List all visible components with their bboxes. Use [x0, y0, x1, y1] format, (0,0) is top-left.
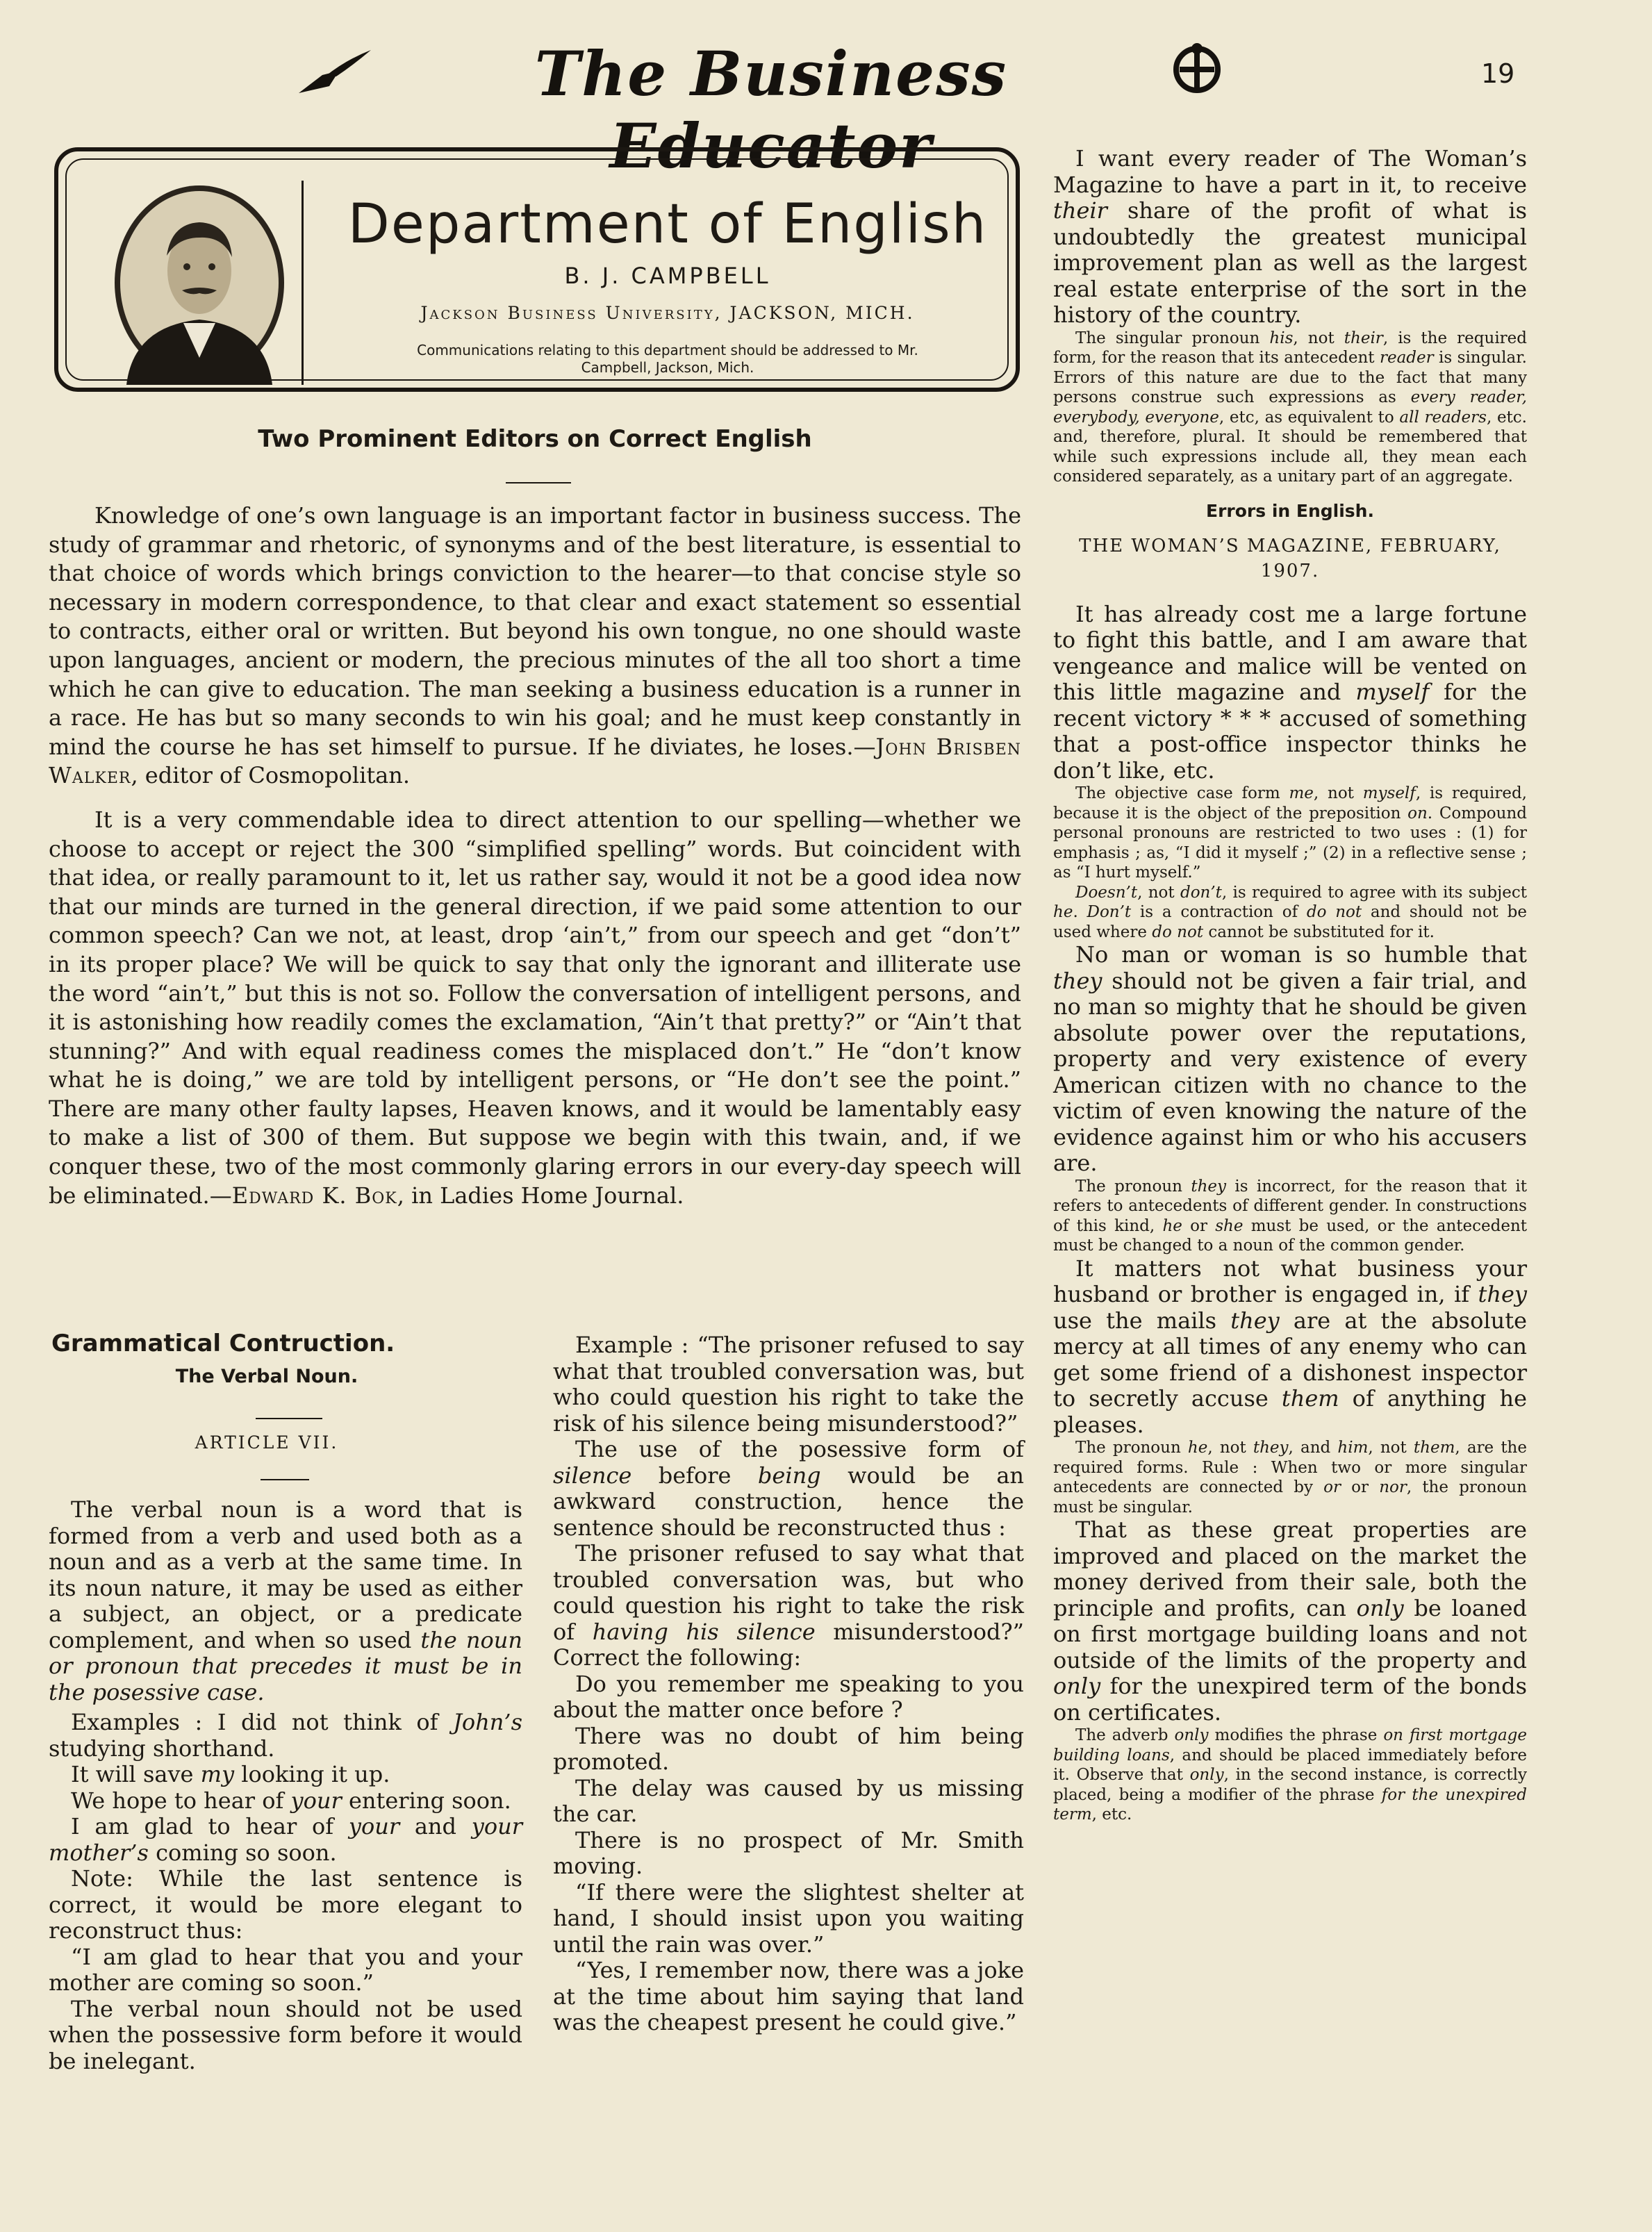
editor-portrait: [106, 181, 304, 385]
grammar-left-column: [49, 1497, 522, 2074]
grammar-heading: Grammatical Contruction.: [51, 1330, 395, 1357]
grammar-subheading: The Verbal Noun.: [175, 1366, 358, 1387]
department-note: Communications relating to this department should be addressed to Mr. Campbell, Jackson, Mich.: [417, 342, 918, 376]
exercise-item: The delay was caused by us missing the car.: [553, 1774, 1024, 1827]
magazine-quote: It has already cost me a large fortune to fight this battle, and I am aware that vengeance and malice will be vented on this little magazine and myself for the recent victory * * * accused of something that a post-office inspector thinks he don’t like, etc.: [1053, 600, 1527, 784]
section-heading: Two Prominent Editors on Correct English: [258, 425, 812, 453]
divider: [256, 1418, 322, 1419]
reconstruction: The prisoner refused to say what that troubled conversation was, but who could question his right to take the risk of having his silence misunderstood?” Correct the following:: [553, 1540, 1025, 1671]
example-line: It will save my looking it up.: [71, 1761, 390, 1787]
exercise-item: There is no prospect of Mr. Smith moving.: [553, 1826, 1024, 1879]
example-line: I am glad to hear of your and your mother’s coming so soon.: [49, 1813, 523, 1866]
exercise-item: There was no doubt of him being promoted.: [553, 1722, 1024, 1775]
emblem-icon: [1167, 42, 1227, 94]
quote-line: “I am glad to hear that you and your mother are coming so soon.”: [49, 1943, 522, 1996]
article-number: ARTICLE VII.: [195, 1432, 339, 1453]
verbal-noun-definition: The verbal noun is a word that is formed from a verb and used both as a noun and as a verb at the same time. In its noun nature, it may be used as either a subject, an object, or a predicate complement, and when so used the noun or pronoun that precedes it must be in the posessive case.: [49, 1496, 523, 1705]
header-inner-frame: [65, 158, 1009, 381]
department-title: Department of English: [347, 193, 988, 256]
correction-note: The adverb only modifies the phrase on first mortgage building loans, and should be placed immediately before it. Observe that only, in the second instance, is correctly placed, being a modifier of the phrase for the unexpired term, etc.: [1053, 1726, 1527, 1824]
intro-text-block: [49, 502, 1021, 1210]
quill-pen-icon: [297, 47, 374, 96]
masthead-title: The Business Educator: [534, 38, 1008, 182]
errors-heading: Errors in English.: [1206, 500, 1374, 521]
exercise-item: “If there were the slightest shelter at hand, I should insist upon you waiting until the rain was over.”: [553, 1878, 1024, 1958]
example-line: We hope to hear of your entering soon.: [71, 1787, 511, 1814]
paragraph-walker: Knowledge of one’s own language is an important factor in business success. The study of grammar and rhetoric, of synonyms and of the best literature, is essential to that choice of words which brings conviction to the hearer—to that concise style so necessary in modern correspondence, to that clear and exact statement so essential to contracts, either oral or written. But beyond his own tongue, no one should waste upon languages, ancient or modern, the precious minutes of the all too short a time which he can give to education. The man seeking a business education is a runner in a race. He has but so many seconds to win his goal; and he must keep constantly in mind the course he has set himself to pursue. If he diviates, he loses.—John Brisben Walker, editor of Cosmopolitan.: [49, 502, 1022, 789]
grammar-right-column: [553, 1332, 1024, 2036]
magazine-quote: That as these great properties are improved and placed on the market the money derived from their sale, both the principle and profits, can only be loaned on first mortgage building loans and not outside of the limits of the property and only for the unexpired term of the bonds on certificates.: [1053, 1516, 1528, 1726]
right-column: [1053, 146, 1527, 1825]
magazine-quote: No man or woman is so humble that they should not be given a fair trial, and no man so mighty that he should be given absolute power over the reputations, property and very existence of every American citizen with no chance to the victim of even knowing the nature of the evidence against him or who his accusers are.: [1053, 941, 1527, 1176]
magazine-quote: It matters not what business your husband or brother is engaged in, if they use the mails they are at the absolute mercy at all times of any enemy who can get some friend of a dishonest inspector to secretly accuse them of anything he pleases.: [1053, 1255, 1528, 1438]
portrait-image: [106, 181, 293, 385]
example-prisoner: Example : “The prisoner refused to say what that troubled conversation was, but who could question his right to take the risk of his silence being misunderstood?”: [553, 1332, 1024, 1437]
correction-note: The pronoun he, not they, and him, not them, are the required forms. Rule : When two or more singular antecedents are connected by or or nor, the pronoun must be singular.: [1053, 1439, 1527, 1516]
divider: [261, 1479, 309, 1480]
correction-note: The singular pronoun his, not their, is the required form, for the reason that its antecedent reader is singular. Errors of this nature are due to the fact that many persons construe such expressions as every reader, everybody, everyone, etc, as equivalent to all readers, etc. and, therefore, plural. It should be remembered that while such expressions include all, they mean each considered separately, as a unitary part of an aggregate.: [1053, 329, 1528, 486]
note-line: Note: While the last sentence is correct, it would be more elegant to reconstruct thus:: [49, 1865, 522, 1944]
correction-note: Doesn’t, not don’t, is required to agree with its subject he. Don’t is a contraction of do not and should not be used where do not cannot be substituted for it.: [1053, 883, 1528, 941]
posessive-explanation: The use of the posessive form of silence before being would be an awkward construction, hence the sentence should be reconstructed thus :: [553, 1436, 1025, 1541]
correction-note: The objective case form me, not myself, is required, because it is the object of the preposition on. Compound personal pronouns are restricted to two uses : (1) for emphasis ; as, “I did it myself ;” (2) in a reflective sense ; as “I hurt myself.”: [1053, 784, 1528, 882]
exercise-item: Do you remember me speaking to you about the matter once before ?: [553, 1670, 1024, 1723]
errors-source: THE WOMAN’S MAGAZINE, FEBRUARY, 1907.: [1079, 535, 1501, 581]
exercise-item: “Yes, I remember now, there was a joke at the time about him saying that land was the cheapest present he could give.”: [553, 1957, 1024, 2035]
final-line: The verbal noun should not be used when the possessive form before it would be inelegant.: [49, 1995, 522, 2074]
department-editor: B. J. CAMPBELL: [564, 263, 771, 289]
correction-note: The pronoun they is incorrect, for the reason that it refers to antecedents of different gender. In constructions of this kind, he or she must be used, or the antecedent must be changed to a noun of the common gender.: [1053, 1177, 1528, 1255]
example-line: Examples : I did not think of John’s studying shorthand.: [49, 1709, 522, 1762]
department-header-box: [54, 147, 1020, 392]
magazine-quote: I want every reader of The Woman’s Magazine to have a part in it, to receive their share of the profit of what is undoubtedly the greatest municipal improvement plan as well as the largest real estate enterprise of the sort in the history of the country.: [1053, 145, 1527, 328]
divider: [506, 482, 571, 483]
page-number: 19: [1481, 58, 1515, 89]
masthead: [0, 35, 1652, 182]
paragraph-bok: It is a very commendable idea to direct attention to our spelling—whether we choose to accept or reject the 300 “simplified spelling” words. But coincident with that idea, or really paramount to it, let us rather say, would it not be a good idea now that our minds are turned in the general direction, if we paid some attention to our common speech? Can we not, at least, drop ‘ain’t,” from our speech and get “don’t” in its proper place? We will be quick to say that only the ignorant and illiterate use the word “ain’t,” but this is not so. Follow the conversation of intelligent persons, and it is astonishing how readily comes the exclamation, “Ain’t that pretty?” or “Ain’t that stunning?” And with equal readiness comes the misplaced don’t.” He “don’t know what he is doing,” we are told by intelligent persons, or “He don’t see the point.” There are many other faulty lapses, Heaven knows, and it would be lamentably easy to make a list of 300 of them. But suppose we begin with this twain, and, if we conquer these, two of the most commonly glaring errors in our every-day speech will be eliminated.—Edward K. Bok, in Ladies Home Journal.: [49, 806, 1021, 1209]
department-school: Jackson Business University, JACKSON, MICH.: [420, 303, 915, 323]
